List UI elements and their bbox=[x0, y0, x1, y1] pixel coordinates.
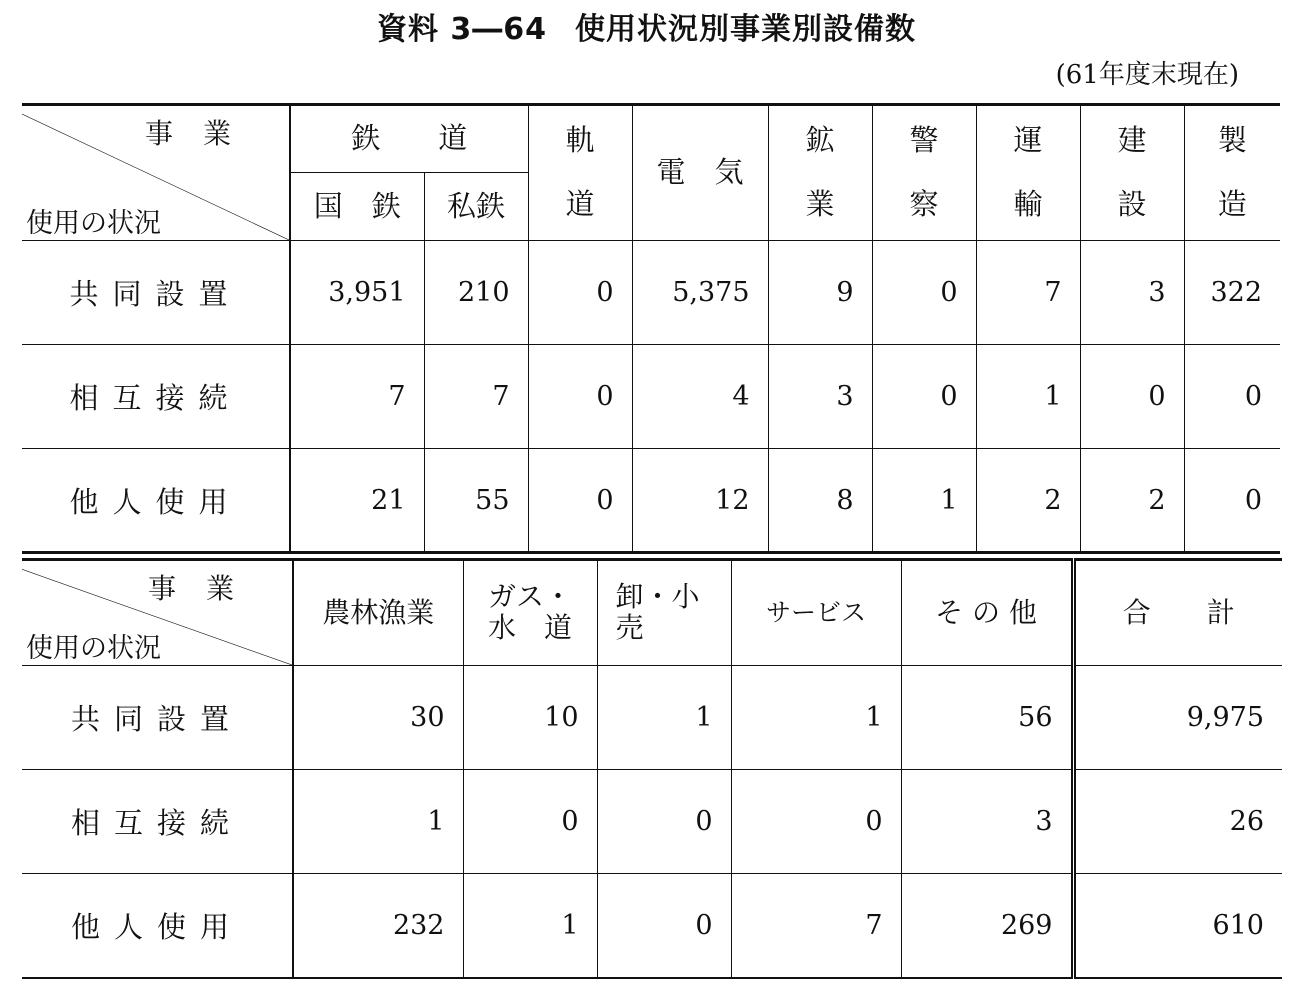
cell-value: 0 bbox=[872, 241, 976, 345]
header-kokutetsu: 国 鉄 bbox=[313, 188, 401, 223]
cell-value: 1 bbox=[293, 770, 463, 874]
header-seizo: 製 造 bbox=[1184, 105, 1280, 241]
header-shitetsu: 私鉄 bbox=[424, 173, 528, 241]
row-label: 相互接続 bbox=[22, 770, 293, 874]
as-of-note: (61年度末現在) bbox=[1055, 60, 1239, 90]
header-norin: 農林漁業 bbox=[322, 595, 435, 629]
table-row bbox=[22, 241, 1280, 345]
header-keisatsu: 警 察 bbox=[872, 105, 976, 241]
cell-value: 21 bbox=[290, 449, 424, 553]
cell-value: 0 bbox=[1184, 345, 1280, 449]
cell-value: 7 bbox=[424, 345, 528, 449]
table-row bbox=[22, 345, 1280, 449]
cell-value: 7 bbox=[976, 241, 1080, 345]
row-label: 共同設置 bbox=[22, 241, 290, 345]
title-prefix: 資料 3―64 bbox=[376, 12, 548, 47]
header-tetsudo: 鉄 道 bbox=[290, 105, 528, 173]
cell-value: 0 bbox=[597, 874, 731, 978]
cell-value: 610 bbox=[1073, 874, 1282, 978]
cell-value: 1 bbox=[597, 666, 731, 770]
cell-value: 0 bbox=[528, 449, 632, 553]
header-unyu: 運 輸 bbox=[976, 105, 1080, 241]
table-row bbox=[22, 666, 1282, 770]
cell-value: 9 bbox=[768, 241, 872, 345]
header-kensetsu: 建 設 bbox=[1080, 105, 1184, 241]
header-kido: 軌 道 bbox=[528, 105, 632, 241]
cell-value: 56 bbox=[901, 666, 1073, 770]
cell-value: 0 bbox=[463, 770, 597, 874]
cell-value: 1 bbox=[463, 874, 597, 978]
cell-value: 55 bbox=[424, 449, 528, 553]
cell-value: 8 bbox=[768, 449, 872, 553]
corner-header bbox=[22, 560, 293, 666]
corner-label-status: 使用の状況 bbox=[26, 633, 161, 664]
cell-value: 4 bbox=[632, 345, 768, 449]
cell-value: 0 bbox=[872, 345, 976, 449]
cell-value: 0 bbox=[528, 241, 632, 345]
cell-value: 0 bbox=[597, 770, 731, 874]
cell-value: 10 bbox=[463, 666, 597, 770]
header-gas-suido bbox=[463, 560, 597, 666]
table-row bbox=[22, 874, 1282, 978]
header-oroshi-kouri bbox=[597, 560, 731, 666]
cell-value: 0 bbox=[528, 345, 632, 449]
corner-header bbox=[22, 105, 290, 241]
row-label: 他人使用 bbox=[22, 449, 290, 553]
table-upper bbox=[22, 103, 1280, 554]
cell-value: 26 bbox=[1073, 770, 1282, 874]
cell-value: 3,951 bbox=[290, 241, 424, 345]
cell-value: 2 bbox=[976, 449, 1080, 553]
cell-value: 5,375 bbox=[632, 241, 768, 345]
cell-value: 232 bbox=[293, 874, 463, 978]
row-label: 相互接続 bbox=[22, 345, 290, 449]
cell-value: 12 bbox=[632, 449, 768, 553]
header-sonota: そ の 他 bbox=[901, 560, 1073, 666]
document-title bbox=[0, 4, 1293, 48]
table-row bbox=[22, 770, 1282, 874]
header-gas-line1: ガス・ bbox=[487, 580, 572, 614]
title-main: 使用状況別事業別設備数 bbox=[575, 12, 917, 47]
cell-value: 9,975 bbox=[1073, 666, 1282, 770]
corner-label-business: 事業 bbox=[144, 117, 261, 150]
header-gas-line2: 水 道 bbox=[487, 611, 572, 644]
cell-value: 0 bbox=[1184, 449, 1280, 553]
header-gokei: 合 計 bbox=[1073, 560, 1282, 666]
cell-value: 3 bbox=[901, 770, 1073, 874]
table-row bbox=[22, 449, 1280, 553]
header-kogyo: 鉱 業 bbox=[768, 105, 872, 241]
cell-value: 322 bbox=[1184, 241, 1280, 345]
header-denki: 電 気 bbox=[632, 105, 768, 241]
cell-value: 3 bbox=[768, 345, 872, 449]
cell-value: 30 bbox=[293, 666, 463, 770]
cell-value: 0 bbox=[731, 770, 901, 874]
cell-value: 1 bbox=[872, 449, 976, 553]
cell-value: 7 bbox=[290, 345, 424, 449]
cell-value: 7 bbox=[731, 874, 901, 978]
header-oroshi-line1: 卸・小 bbox=[615, 580, 700, 614]
header-service: サービス bbox=[731, 560, 901, 666]
row-label: 他人使用 bbox=[22, 874, 293, 978]
cell-value: 2 bbox=[1080, 449, 1184, 553]
cell-value: 269 bbox=[901, 874, 1073, 978]
cell-value: 3 bbox=[1080, 241, 1184, 345]
corner-label-business: 事業 bbox=[147, 572, 264, 605]
cell-value: 210 bbox=[424, 241, 528, 345]
corner-label-status: 使用の状況 bbox=[26, 208, 161, 239]
cell-value: 1 bbox=[976, 345, 1080, 449]
header-oroshi-line2: 売 bbox=[615, 611, 644, 644]
row-label: 共同設置 bbox=[22, 666, 293, 770]
table-lower bbox=[22, 558, 1282, 979]
cell-value: 1 bbox=[731, 666, 901, 770]
cell-value: 0 bbox=[1080, 345, 1184, 449]
